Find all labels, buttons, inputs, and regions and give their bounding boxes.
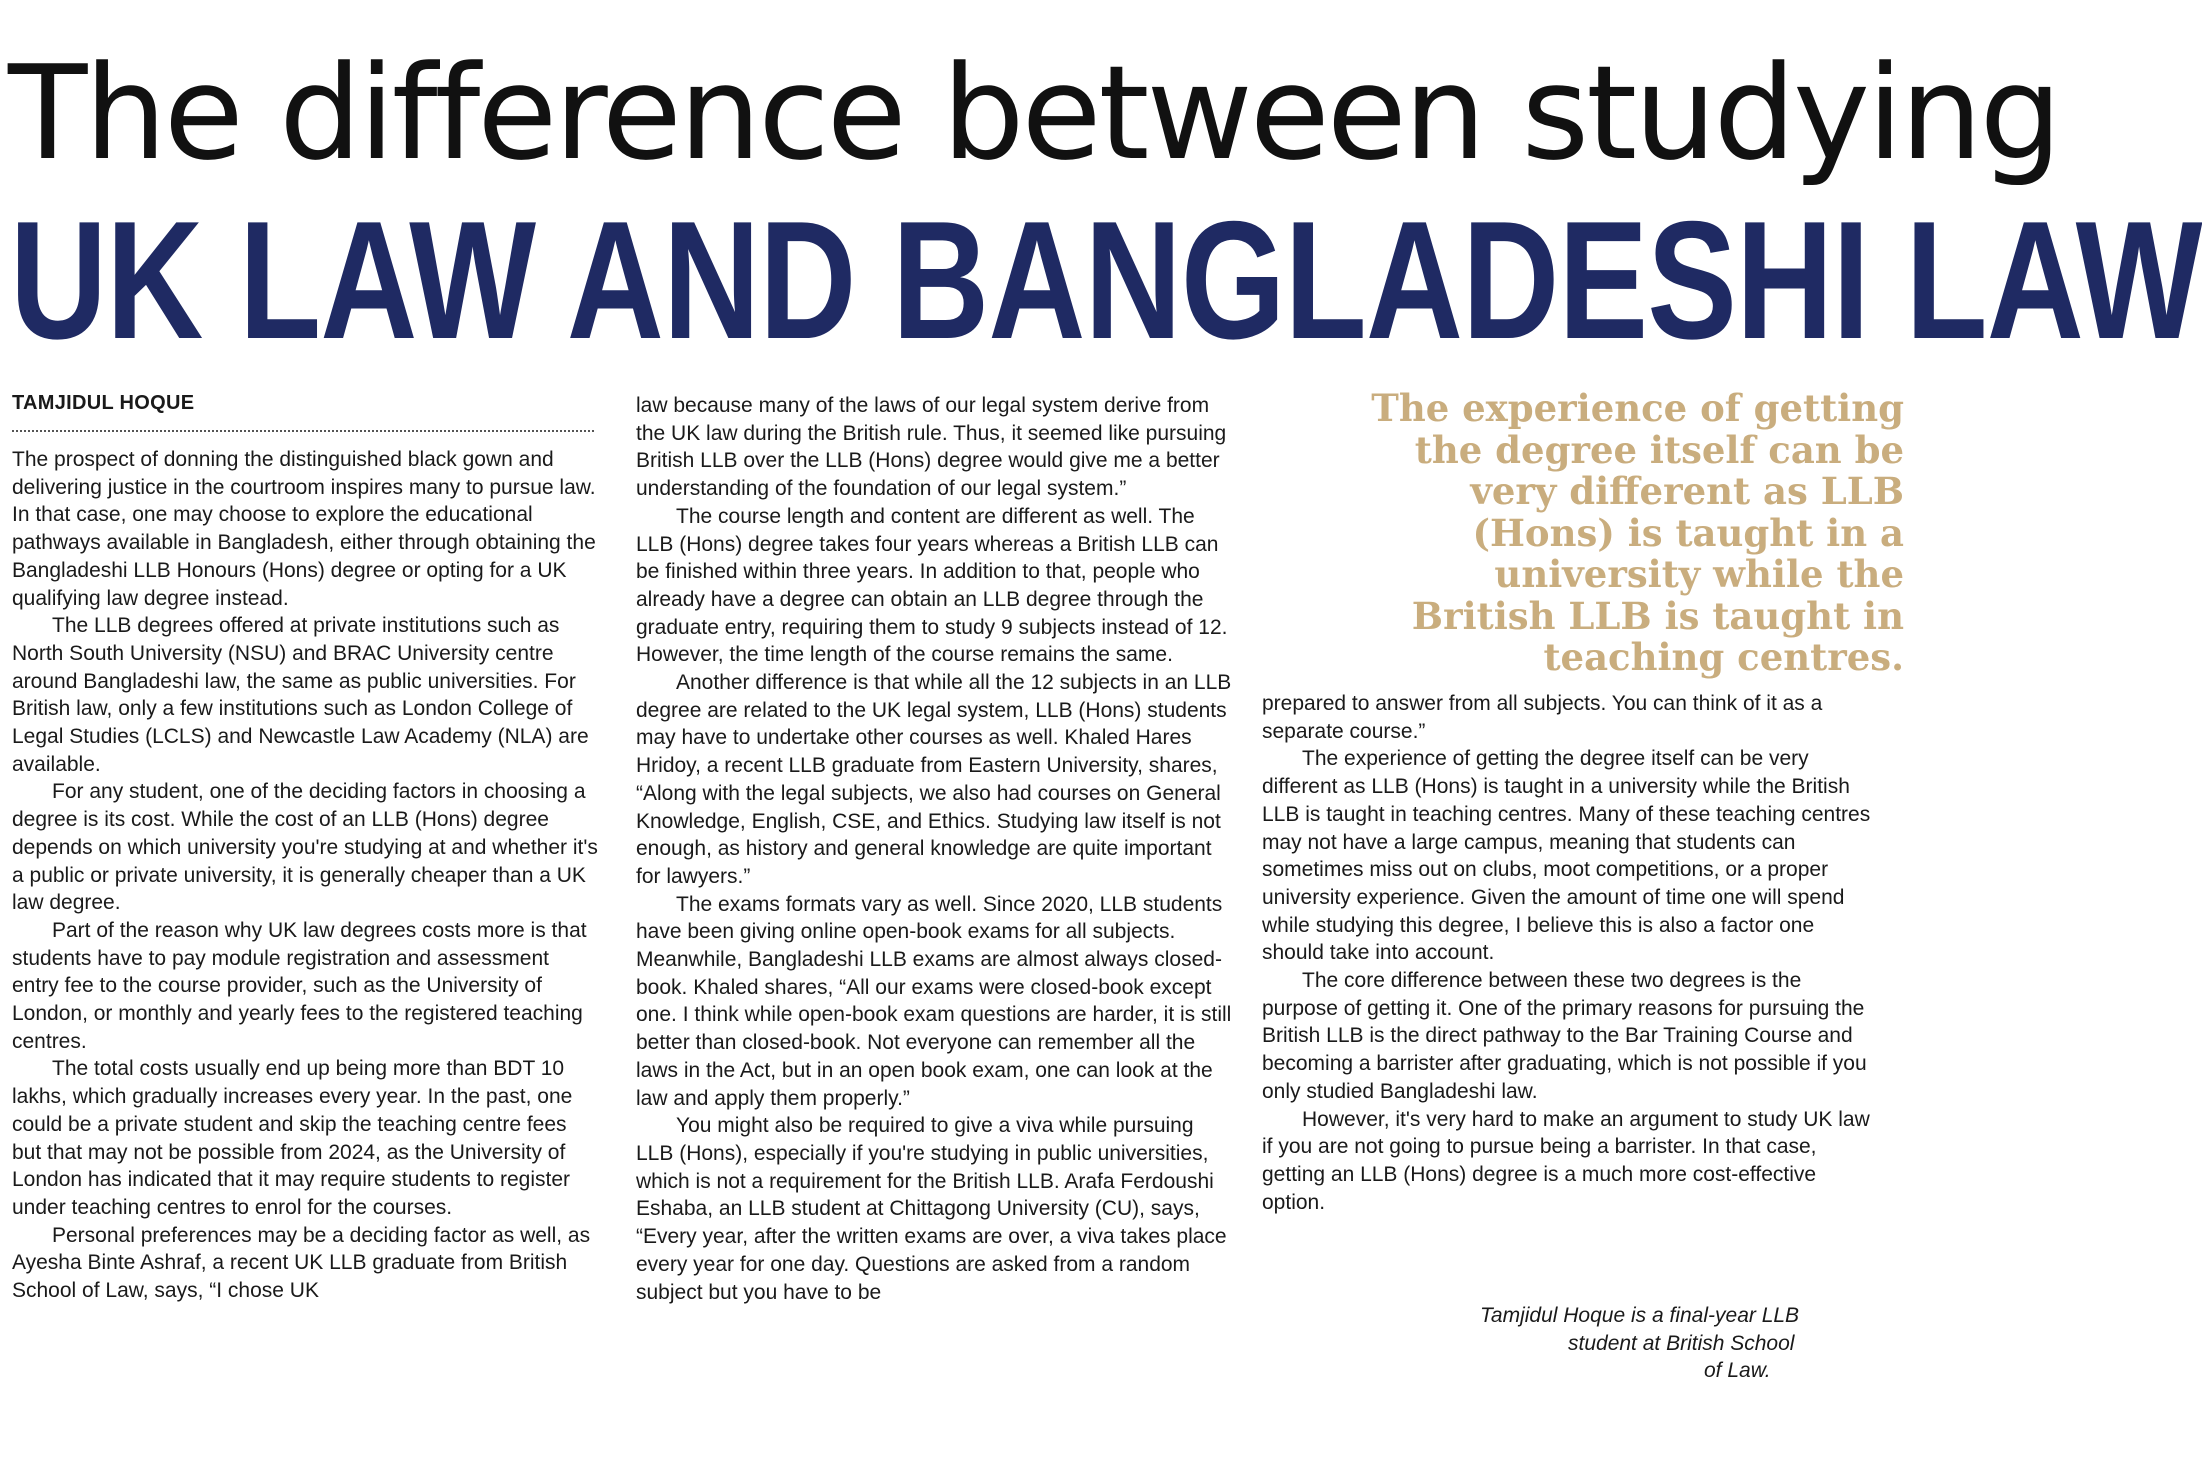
author-bio-line: Tamjidul Hoque is a final-year LLB — [1480, 1304, 1800, 1327]
author-bio — [1480, 1302, 1920, 1385]
paragraph: law because many of the laws of our legal system derive from the UK law during the British rule. Thus, it seemed like pursuing British LLB over the LLB (Hons) degree would give me a better understanding of the foundation of our legal system.” — [636, 394, 1227, 501]
paragraph: The course length and content are different as well. The LLB (Hons) degree takes four years whereas a British LLB can be finished within three years. In addition to that, people who already have a degree can obtain an LLB degree through the graduate entry, requiring them to study 9 subjects instead of 12. However, the time length of the course remains the same. — [636, 504, 1228, 667]
article-column-1 — [12, 446, 600, 1305]
paragraph: prepared to answer from all subjects. You can think of it as a separate course.” — [1262, 692, 1823, 743]
headline-line-1: The difference between studying — [8, 37, 2060, 189]
article-column-2 — [636, 392, 1236, 1306]
headline-line-2: UK LAW AND BANGLADESHI LAW — [10, 186, 2202, 374]
paragraph: The prospect of donning the distinguished black gown and delivering justice in the courtroom inspires many to pursue law. In that case, one may choose to explore the educational pathways available in Bangladesh, either through obtaining the Bangladeshi LLB Honours (Hons) degree or opting for a UK qualifying law degree instead. — [12, 448, 596, 610]
paragraph: Personal preferences may be a deciding factor as well, as Ayesha Binte Ashraf, a recent UK LLB graduate from British School of Law, says, “I chose UK — [12, 1223, 591, 1303]
byline: TAMJIDUL HOQUE — [12, 392, 195, 414]
paragraph: The core difference between these two degrees is the purpose of getting it. One of the primary reasons for pursuing the British LLB is the direct pathway to the Bar Training Course and becoming a barrister after graduating, which is not possible if you only studied Bangladeshi law. — [1262, 969, 1867, 1103]
pull-quote: The experience of getting the degree itself can be very different as LLB (Hons) is taught in a university while the British LLB is taught in teaching centres. — [1371, 386, 1904, 679]
paragraph: You might also be required to give a viva while pursuing LLB (Hons), especially if you're studying in public universities, which is not a requirement for the British LLB. Arafa Ferdoushi Eshaba, an LLB student at Chittagong University (CU), says, “Every year, after the written exams are over, a viva takes place every year for one day. Questions are asked from a random subject but you have to be — [636, 1114, 1227, 1304]
paragraph: For any student, one of the deciding factors in choosing a degree is its cost. While the cost of an LLB (Hons) degree depends on which university you're studying at and whether it's a public or private university, it is generally cheaper than a UK law degree. — [12, 780, 598, 915]
paragraph: Another difference is that while all the 12 subjects in an LLB degree are related to the UK legal system, LLB (Hons) students may have to undertake other courses as well. Khaled Hares Hridoy, a recent LLB graduate from Eastern University, shares, “Along with the legal subjects, we also had courses on General Knowledge, English, CSE, and Ethics. Studying law itself is not enough, as history and general knowledge are quite important for lawyers.” — [636, 671, 1232, 888]
author-bio-line: student at British School — [1568, 1331, 1795, 1355]
paragraph: Part of the reason why UK law degrees costs more is that students have to pay module registration and assessment entry fee to the course provider, such as the University of London, or monthly and yearly fees to the registered teaching centres. — [12, 918, 587, 1053]
article-column-3 — [1262, 690, 1874, 1216]
paragraph: The LLB degrees offered at private institutions such as North South University (NSU) and BRAC University centre around Bangladeshi law, the same as public universities. For British law, only a few institutions such as London College of Legal Studies (LCLS) and Newcastle Law Academy (NLA) are available. — [12, 614, 589, 776]
paragraph: The exams formats vary as well. Since 2020, LLB students have been giving online open-book exams for all subjects. Meanwhile, Bangladeshi LLB exams are almost always closed-book. Khaled shares, “All our exams were closed-book except one. I think while open-book exam questions are harder, it is still better than closed-book. Not everyone can remember all the laws in the Act, but in an open book exam, one can look at the law and apply them properly.” — [636, 892, 1232, 1110]
paragraph: However, it's very hard to make an argument to study UK law if you are not going to pursue being a barrister. In that case, getting an LLB (Hons) degree is a much more cost-effective option. — [1262, 1107, 1870, 1214]
paragraph: The experience of getting the degree itself can be very different as LLB (Hons) is taught in a university while the British LLB is taught in teaching centres. Many of these teaching centres may not have a large campus, meaning that students can sometimes miss out on clubs, moot competitions, or a proper university experience. Given the amount of time one will spend while studying this degree, I believe this is also a factor one should take into account. — [1262, 747, 1871, 965]
author-bio-line: of Law. — [1704, 1359, 1771, 1383]
paragraph: The total costs usually end up being more than BDT 10 lakhs, which gradually increases every year. In the past, one could be a private student and skip the teaching centre fees but that may not be possible from 2024, as the University of London has indicated that it may require students to register under teaching centres to enrol for the courses. — [12, 1057, 573, 1219]
byline-divider — [12, 430, 594, 432]
